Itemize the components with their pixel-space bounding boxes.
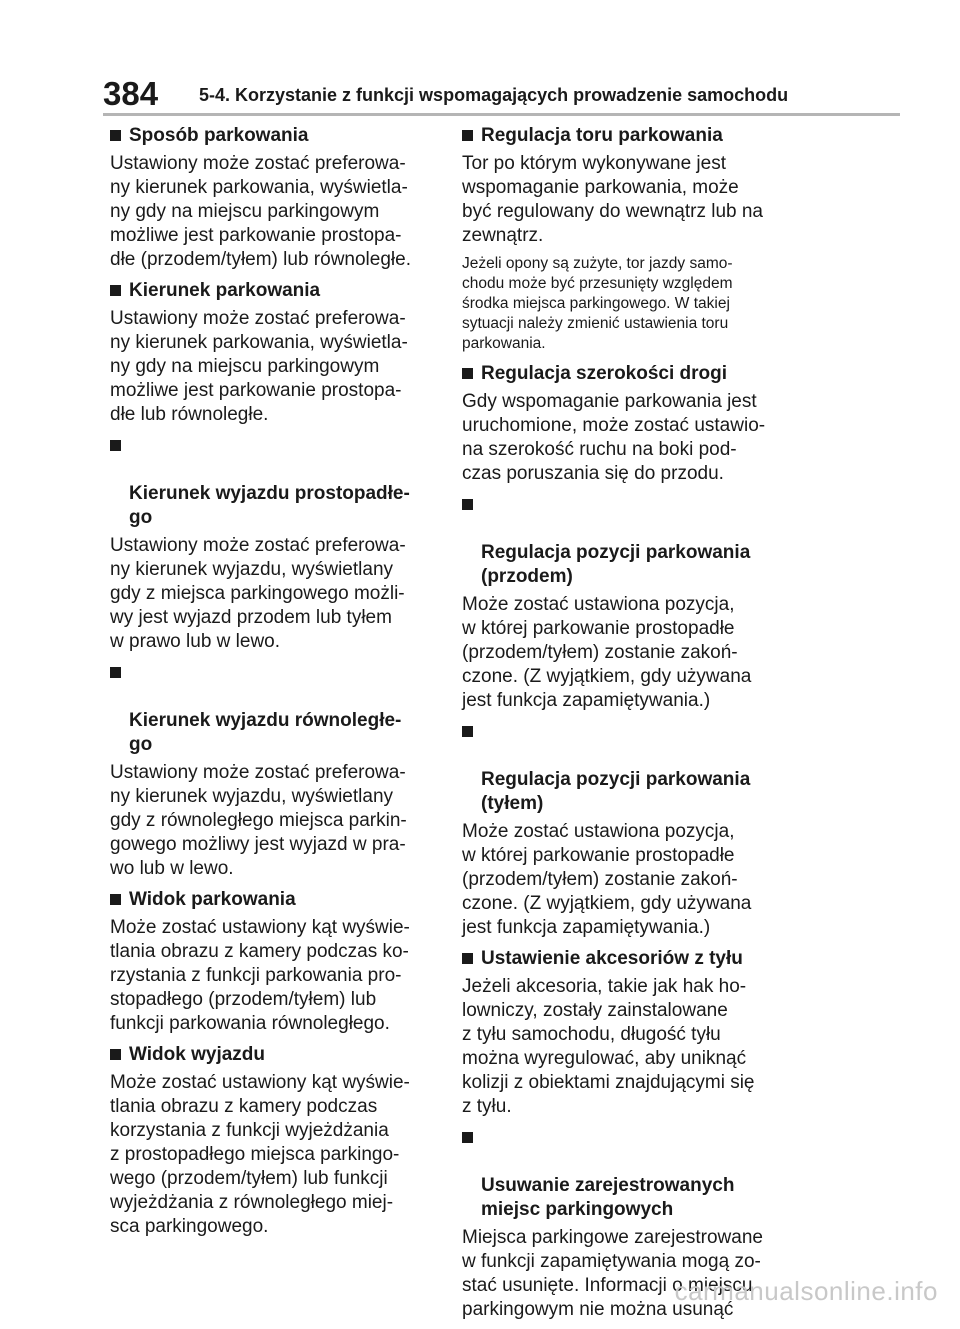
- section-body: Miejsca parkingowe zarejestrowane w funkcji zapamiętywania mogą zo- stać usunięte. Informacji o miejscu parkingowym nie można usunąć: [462, 1227, 763, 1320]
- section-front-position-adjust: [462, 493, 812, 713]
- square-bullet-icon: [462, 130, 473, 141]
- section-parking-path-adjust: [462, 124, 812, 354]
- right-column: [462, 124, 812, 1329]
- square-bullet-icon: [462, 499, 473, 510]
- section-heading: [462, 947, 812, 971]
- square-bullet-icon: [110, 440, 121, 451]
- section-body: Ustawiony może zostać preferowa- ny kierunek wyjazdu, wyświetlany gdy z miejsca parkingowego możli- wy jest wyjazd przodem lub tyłem w prawo lub w lewo.: [110, 535, 406, 652]
- heading-text: Sposób parkowania: [129, 125, 309, 146]
- square-bullet-icon: [110, 667, 121, 678]
- section-parallel-exit: [110, 661, 460, 881]
- section-body: Ustawiony może zostać preferowa- ny kierunek parkowania, wyświetla- ny gdy na miejscu parkingowym możliwe jest parkowanie prostopa- dłe (przodem/tyłem) lub równoległe.: [110, 153, 411, 270]
- section-note: Jeżeli opony są zużyte, tor jazdy samo- chodu może być przesunięty względem środka miejsca parkingowego. W takiej sytuacji należy zmienić ustawienia toru parkowania.: [462, 255, 733, 352]
- page-number: 384: [103, 75, 159, 112]
- section-body: Ustawiony może zostać preferowa- ny kierunek parkowania, wyświetla- ny gdy na miejscu parkingowym możliwe jest parkowanie prostopa- dłe lub równoległe.: [110, 308, 408, 425]
- section-title: 5-4. Korzystanie z funkcji wspomagających prowadzenie samochodu: [199, 85, 789, 105]
- section-body: Gdy wspomaganie parkowania jest uruchomione, może zostać ustawio- na szerokość ruchu na boki pod- czas poruszania się do przodu.: [462, 391, 766, 484]
- section-heading: [462, 1126, 812, 1222]
- section-parking-view: [110, 888, 460, 1036]
- heading-text: Kierunek wyjazdu prostopadłe- go: [129, 483, 410, 528]
- watermark: carmanualsonline.info: [674, 1276, 938, 1306]
- section-heading: [110, 124, 460, 148]
- square-bullet-icon: [462, 953, 473, 964]
- section-body: Może zostać ustawiona pozycja, w której parkowanie prostopadłe (przodem/tyłem) zostanie zakoń- czone. (Z wyjątkiem, gdy używana jest funkcja zapamiętywania.): [462, 821, 752, 938]
- section-body: Jeżeli akcesoria, takie jak hak ho- lowniczy, zostały zainstalowane z tyłu samochodu, długość tyłu można wyregulować, aby uniknąć kolizji z obiektami znajdującymi się z tyłu.: [462, 976, 755, 1117]
- section-parking-mode: [110, 124, 460, 272]
- heading-text: Kierunek wyjazdu równoległe- go: [129, 710, 402, 755]
- heading-text: Regulacja toru parkowania: [481, 125, 723, 146]
- section-heading: [110, 434, 460, 530]
- section-rear-position-adjust: [462, 720, 812, 940]
- page-header: [0, 0, 960, 116]
- section-heading: [462, 124, 812, 148]
- heading-text: Widok parkowania: [129, 889, 296, 910]
- heading-text: Usuwanie zarejestrowanych miejsc parkingowych: [481, 1175, 735, 1220]
- square-bullet-icon: [110, 894, 121, 905]
- heading-text: Regulacja pozycji parkowania (przodem): [481, 542, 751, 587]
- section-body: Ustawiony może zostać preferowa- ny kierunek wyjazdu, wyświetlany gdy z równoległego miejsca parkin- gowego możliwy jest wyjazd w pra- wo lub w lewo.: [110, 762, 407, 879]
- square-bullet-icon: [462, 368, 473, 379]
- section-body: Może zostać ustawiony kąt wyświe- tlania obrazu z kamery podczas ko- rzystania z funkcji parkowania pro- stopadłego (przodem/tyłem) lub funkcji parkowania równoległego.: [110, 917, 410, 1034]
- heading-text: Ustawienie akcesoriów z tyłu: [481, 948, 743, 969]
- header-divider: [103, 113, 900, 116]
- square-bullet-icon: [462, 726, 473, 737]
- section-heading: [110, 888, 460, 912]
- section-parking-direction: [110, 279, 460, 427]
- heading-text: Widok wyjazdu: [129, 1044, 266, 1065]
- square-bullet-icon: [110, 130, 121, 141]
- heading-text: Regulacja szerokości drogi: [481, 363, 728, 384]
- section-heading: [110, 1043, 460, 1067]
- heading-text: Kierunek parkowania: [129, 280, 321, 301]
- section-body: Tor po którym wykonywane jest wspomaganie parkowania, może być regulowany do wewnątrz lub na zewnątrz.: [462, 153, 764, 246]
- section-heading: [110, 279, 460, 303]
- heading-text: Regulacja pozycji parkowania (tyłem): [481, 769, 751, 814]
- section-rear-accessories: [462, 947, 812, 1119]
- square-bullet-icon: [110, 285, 121, 296]
- section-heading: [110, 661, 460, 757]
- section-body: Może zostać ustawiony kąt wyświe- tlania obrazu z kamery podczas korzystania z funkcji wyjeżdżania z prostopadłego miejsca parkingo- wego (przodem/tyłem) lub funkcji wyjeżdżania z równoległego miej- sca parkingowego.: [110, 1072, 410, 1237]
- section-road-width-adjust: [462, 362, 812, 486]
- left-column: [110, 124, 460, 1246]
- section-heading: [462, 362, 812, 386]
- section-exit-view: [110, 1043, 460, 1239]
- section-heading: [462, 493, 812, 589]
- section-heading: [462, 720, 812, 816]
- square-bullet-icon: [462, 1132, 473, 1143]
- square-bullet-icon: [110, 1049, 121, 1060]
- section-perpendicular-exit: [110, 434, 460, 654]
- section-body: Może zostać ustawiona pozycja, w której parkowanie prostopadłe (przodem/tyłem) zostanie zakoń- czone. (Z wyjątkiem, gdy używana jest funkcja zapamiętywania.): [462, 594, 752, 711]
